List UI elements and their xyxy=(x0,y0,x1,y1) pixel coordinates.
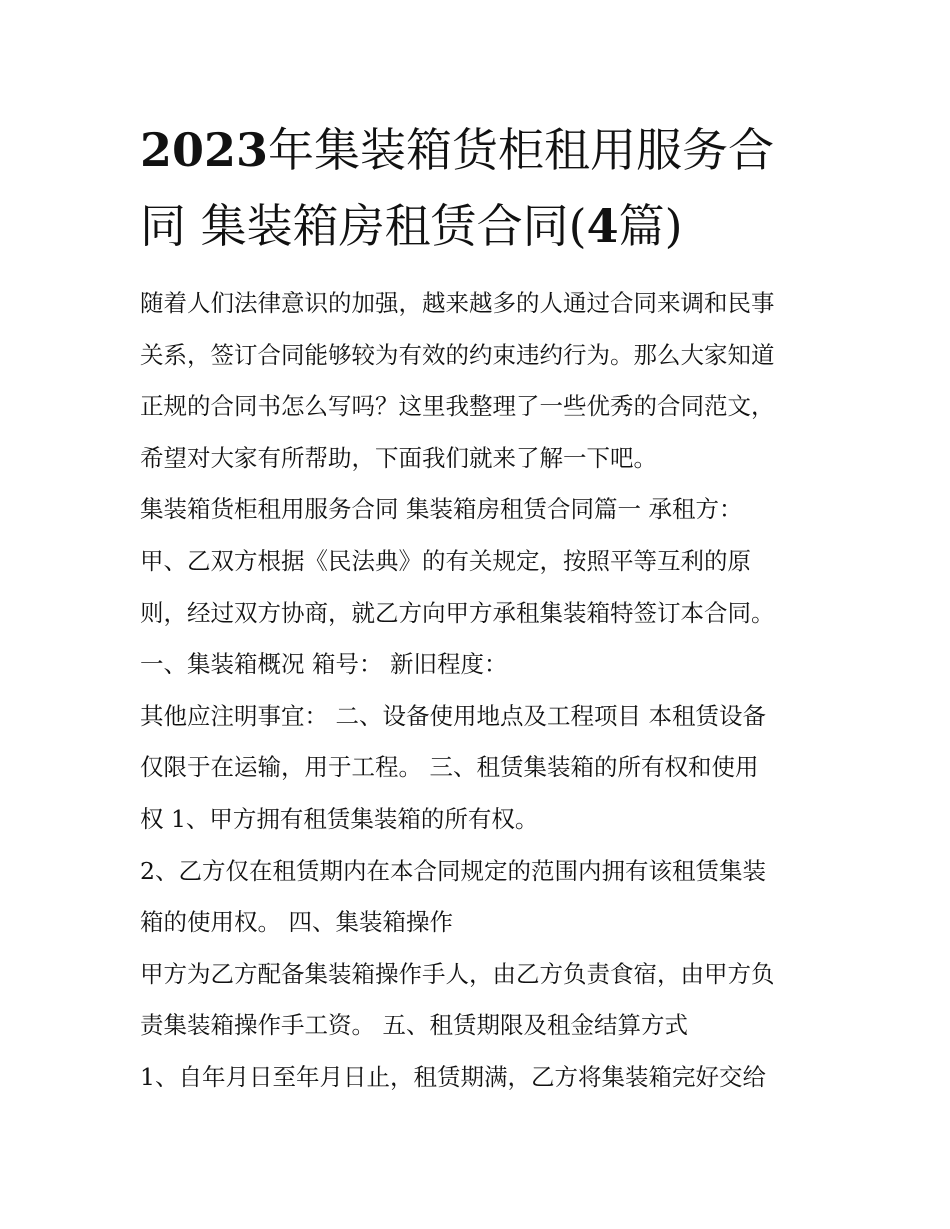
document-title xyxy=(140,112,820,264)
title-line2-end: 篇) xyxy=(618,199,683,253)
title-count: 4 xyxy=(586,199,619,253)
body-line: 集装箱货柜租用服务合同 集装箱房租赁合同篇一 承租方： xyxy=(140,495,743,524)
body-line: 正规的合同书怎么写吗？这里我整理了一些优秀的合同范文， xyxy=(140,392,775,421)
body-line: 箱的使用权。 四、集装箱操作 xyxy=(140,908,453,937)
title-line1-text: 年集装箱货柜租用服务合 xyxy=(268,123,775,177)
body-line: 其他应注明事宜： 二、设备使用地点及工程项目 本租赁设备 xyxy=(140,701,766,730)
body-line: 希望对大家有所帮助，下面我们就来了解一下吧。 xyxy=(140,443,657,472)
body-line: 2、乙方仅在租赁期内在本合同规定的范围内拥有该租赁集装 xyxy=(140,856,766,885)
document-body xyxy=(140,278,820,1104)
body-line: 1、自年月日至年月日止，租赁期满，乙方将集装箱完好交给 xyxy=(140,1062,766,1091)
title-year: 2023 xyxy=(140,123,269,177)
title-line2-text: 同 集装箱房租赁合同( xyxy=(140,199,587,253)
body-line: 则，经过双方协商，就乙方向甲方承租集装箱特签订本合同。 xyxy=(140,598,775,627)
body-line: 甲、乙双方根据《民法典》的有关规定，按照平等互利的原 xyxy=(140,546,751,575)
body-line: 关系，签订合同能够较为有效的约束违约行为。那么大家知道 xyxy=(140,340,775,369)
body-line: 随着人们法律意识的加强，越来越多的人通过合同来调和民事 xyxy=(140,289,775,317)
body-line: 甲方为乙方配备集装箱操作手人，由乙方负责食宿，由甲方负 xyxy=(140,959,775,988)
body-line: 一、集装箱概况 箱号： 新旧程度： xyxy=(140,650,508,679)
body-line: 责集装箱操作手工资。 五、租赁期限及租金结算方式 xyxy=(140,1011,688,1040)
body-line: 仅限于在运输，用于工程。 三、租赁集装箱的所有权和使用 xyxy=(140,753,759,782)
body-line: 权 1、甲方拥有租赁集装箱的所有权。 xyxy=(140,804,539,833)
